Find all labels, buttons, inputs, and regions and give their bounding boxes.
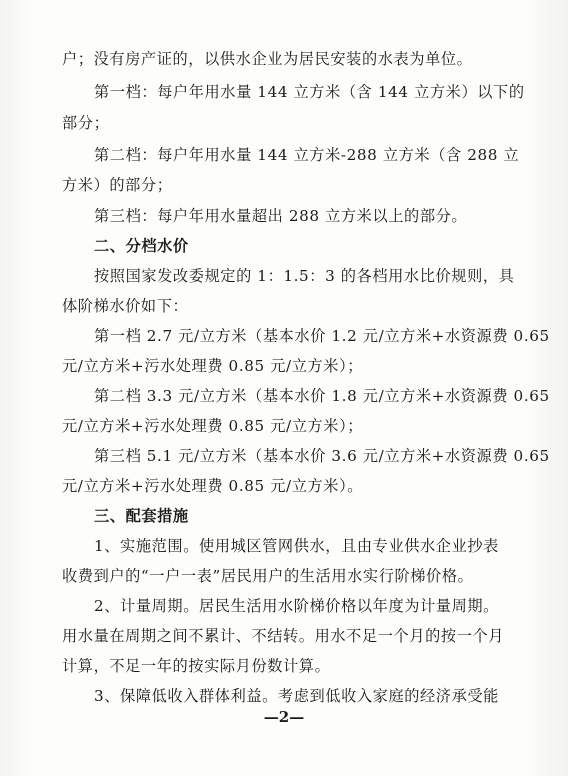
text-line: 收费到户的“一户一表”居民用户的生活用水实行阶梯价格。 — [62, 567, 474, 585]
text-line: 按照国家发改委规定的 1：1.5：3 的各档用水比价规则，具 — [94, 267, 515, 285]
text-line: 元/立方米+污水处理费 0.85 元/立方米）； — [62, 357, 364, 375]
text-line: 第二档 3.3 元/立方米（基本水价 1.8 元/立方米+水资源费 0.65 — [94, 387, 550, 405]
text-line: 3、保障低收入群体利益。考虑到低收入家庭的经济承受能 — [94, 687, 499, 705]
page-number: —2— — [263, 708, 305, 726]
text-line: 元/立方米+污水处理费 0.85 元/立方米）。 — [62, 477, 364, 495]
text-line: 计算，不足一年的按实际月份数计算。 — [62, 657, 331, 675]
text-line: 体阶梯水价如下： — [62, 297, 189, 315]
section-heading: 三、配套措施 — [94, 507, 189, 525]
text-line: 第三档：每户年用水量超出 288 立方米以上的部分。 — [94, 207, 468, 225]
text-line: 第一档 2.7 元/立方米（基本水价 1.2 元/立方米+水资源费 0.65 — [94, 327, 550, 345]
text-line: 户；没有房产证的，以供水企业为居民安装的水表为单位。 — [62, 50, 473, 68]
text-line: 用水量在周期之间不累计、不结转。用水不足一个月的按一个月 — [62, 627, 505, 645]
text-line: 2、计量周期。居民生活用水阶梯价格以年度为计量周期。 — [94, 597, 499, 615]
text-line: 元/立方米+污水处理费 0.85 元/立方米）； — [62, 417, 364, 435]
section-heading: 二、分档水价 — [94, 237, 189, 255]
text-line: 1、实施范围。使用城区管网供水，且由专业供水企业抄表 — [94, 537, 499, 555]
text-line: 第二档：每户年用水量 144 立方米-288 立方米（含 288 立 — [94, 146, 520, 164]
text-line: 部分； — [62, 114, 110, 132]
text-line: 方米）的部分； — [62, 176, 173, 194]
text-line: 第三档 5.1 元/立方米（基本水价 3.6 元/立方米+水资源费 0.65 — [94, 447, 550, 465]
text-line: 第一档：每户年用水量 144 立方米（含 144 立方米）以下的 — [94, 83, 525, 101]
